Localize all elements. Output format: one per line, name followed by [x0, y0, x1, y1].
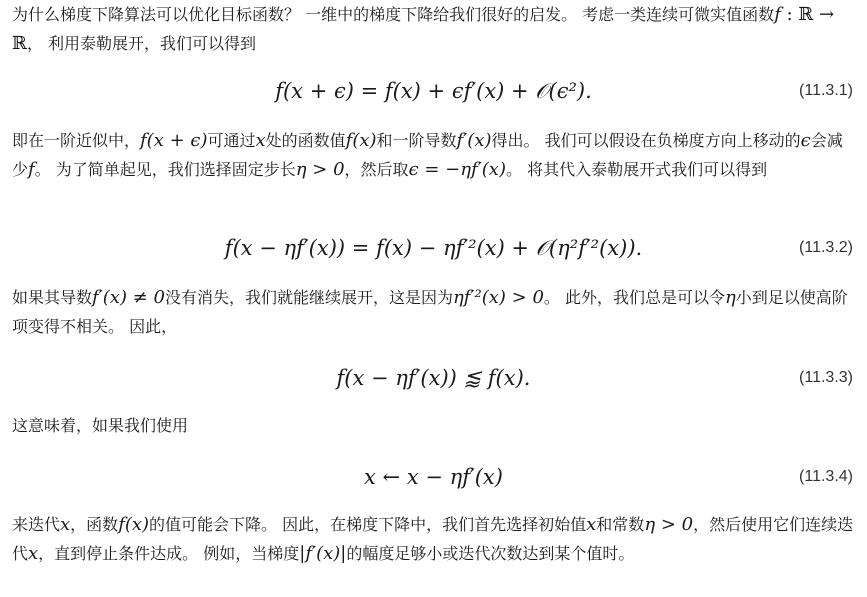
- math-eta-positive: η > 0: [644, 514, 694, 535]
- equation-11-3-2: [0, 228, 867, 268]
- intro-text: 为什么梯度下降算法可以优化目标函数？ 一维中的梯度下降给我们很好的启发。 考虑一类连续可微实值函数: [12, 5, 775, 24]
- text: ，直到停止条件达成。 例如，当梯度: [38, 544, 300, 563]
- math-f-x-plus-eps: f(x + ϵ): [140, 130, 208, 151]
- equation-number: (11.3.1): [799, 82, 853, 99]
- text: 处的函数值: [265, 131, 346, 150]
- math-domain-map: : ℝ → ℝ: [12, 4, 835, 54]
- text: ，然后取: [344, 160, 409, 179]
- math-abs-gradient: |f′(x)|: [299, 543, 347, 564]
- math-f-x: f(x): [345, 130, 377, 151]
- math-eps-def: ϵ = −ηf′(x): [408, 159, 506, 180]
- math-f-prime-x: f′(x): [456, 130, 492, 151]
- text: 的值可能会下降。 因此，在梯度下降中，我们首先选择初始值: [149, 515, 587, 534]
- equation-expression: x ← x − ηf′(x): [364, 465, 503, 489]
- equation-number: (11.3.2): [799, 239, 853, 256]
- text: 的幅度足够小或迭代次数达到某个值时。: [346, 544, 635, 563]
- text: 和一阶导数: [376, 131, 457, 150]
- math-f: f: [774, 4, 781, 25]
- derivative-paragraph: [12, 283, 857, 341]
- intro-paragraph: [12, 0, 857, 58]
- math-positive-term: ηf′²(x) > 0: [452, 287, 544, 308]
- first-order-paragraph: [12, 126, 857, 184]
- iteration-paragraph: [12, 510, 857, 568]
- update-intro-paragraph: [12, 411, 857, 440]
- text: 没有消失，我们就能继续展开，这是因为: [164, 288, 453, 307]
- text: 这意味着，如果我们使用: [12, 416, 189, 435]
- text: 即在一阶近似中，: [12, 131, 141, 150]
- math-eps: ϵ: [800, 130, 811, 151]
- text: 得出。 我们可以假设在负梯度方向上移动的: [491, 131, 801, 150]
- math-derivative-nonzero: f′(x) ≠ 0: [92, 287, 165, 308]
- math-f-x: f(x): [118, 514, 150, 535]
- text: 和常数: [596, 515, 645, 534]
- equation-expression: f(x + ϵ) = f(x) + ϵf′(x) + 𝒪(ϵ²).: [275, 79, 592, 103]
- math-eta-positive: η > 0: [295, 159, 345, 180]
- math-x: x: [586, 514, 597, 535]
- math-eta: η: [725, 287, 736, 308]
- text: ，然后使用它们连续迭代: [12, 515, 854, 563]
- math-f: f: [28, 159, 35, 180]
- text: 。 为了简单起见，我们选择固定步长: [34, 160, 296, 179]
- equation-expression: f(x − ηf′(x)) ⪅ f(x).: [336, 366, 531, 390]
- text: 来迭代: [12, 515, 61, 534]
- equation-11-3-4: [0, 457, 867, 497]
- text: 可通过: [207, 131, 256, 150]
- text: 会减少: [12, 131, 843, 179]
- equation-number: (11.3.4): [799, 468, 853, 485]
- text: 如果其导数: [12, 288, 93, 307]
- text: ，函数: [70, 515, 119, 534]
- equation-number: (11.3.3): [799, 369, 853, 386]
- text: 。 此外，我们总是可以令: [543, 288, 725, 307]
- math-x: x: [28, 543, 39, 564]
- equation-11-3-3: [0, 358, 867, 398]
- math-x: x: [60, 514, 71, 535]
- math-x: x: [255, 130, 266, 151]
- equation-expression: f(x − ηf′(x)) = f(x) − ηf′²(x) + 𝒪(η²f′²(x)).: [224, 236, 643, 260]
- intro-text-end: ， 利用泰勒展开，我们可以得到: [26, 34, 257, 53]
- text: 。 将其代入泰勒展开式我们可以得到: [505, 160, 768, 179]
- equation-11-3-1: [0, 71, 867, 111]
- text: 小到足以使高阶项变得不相关。 因此，: [12, 288, 848, 336]
